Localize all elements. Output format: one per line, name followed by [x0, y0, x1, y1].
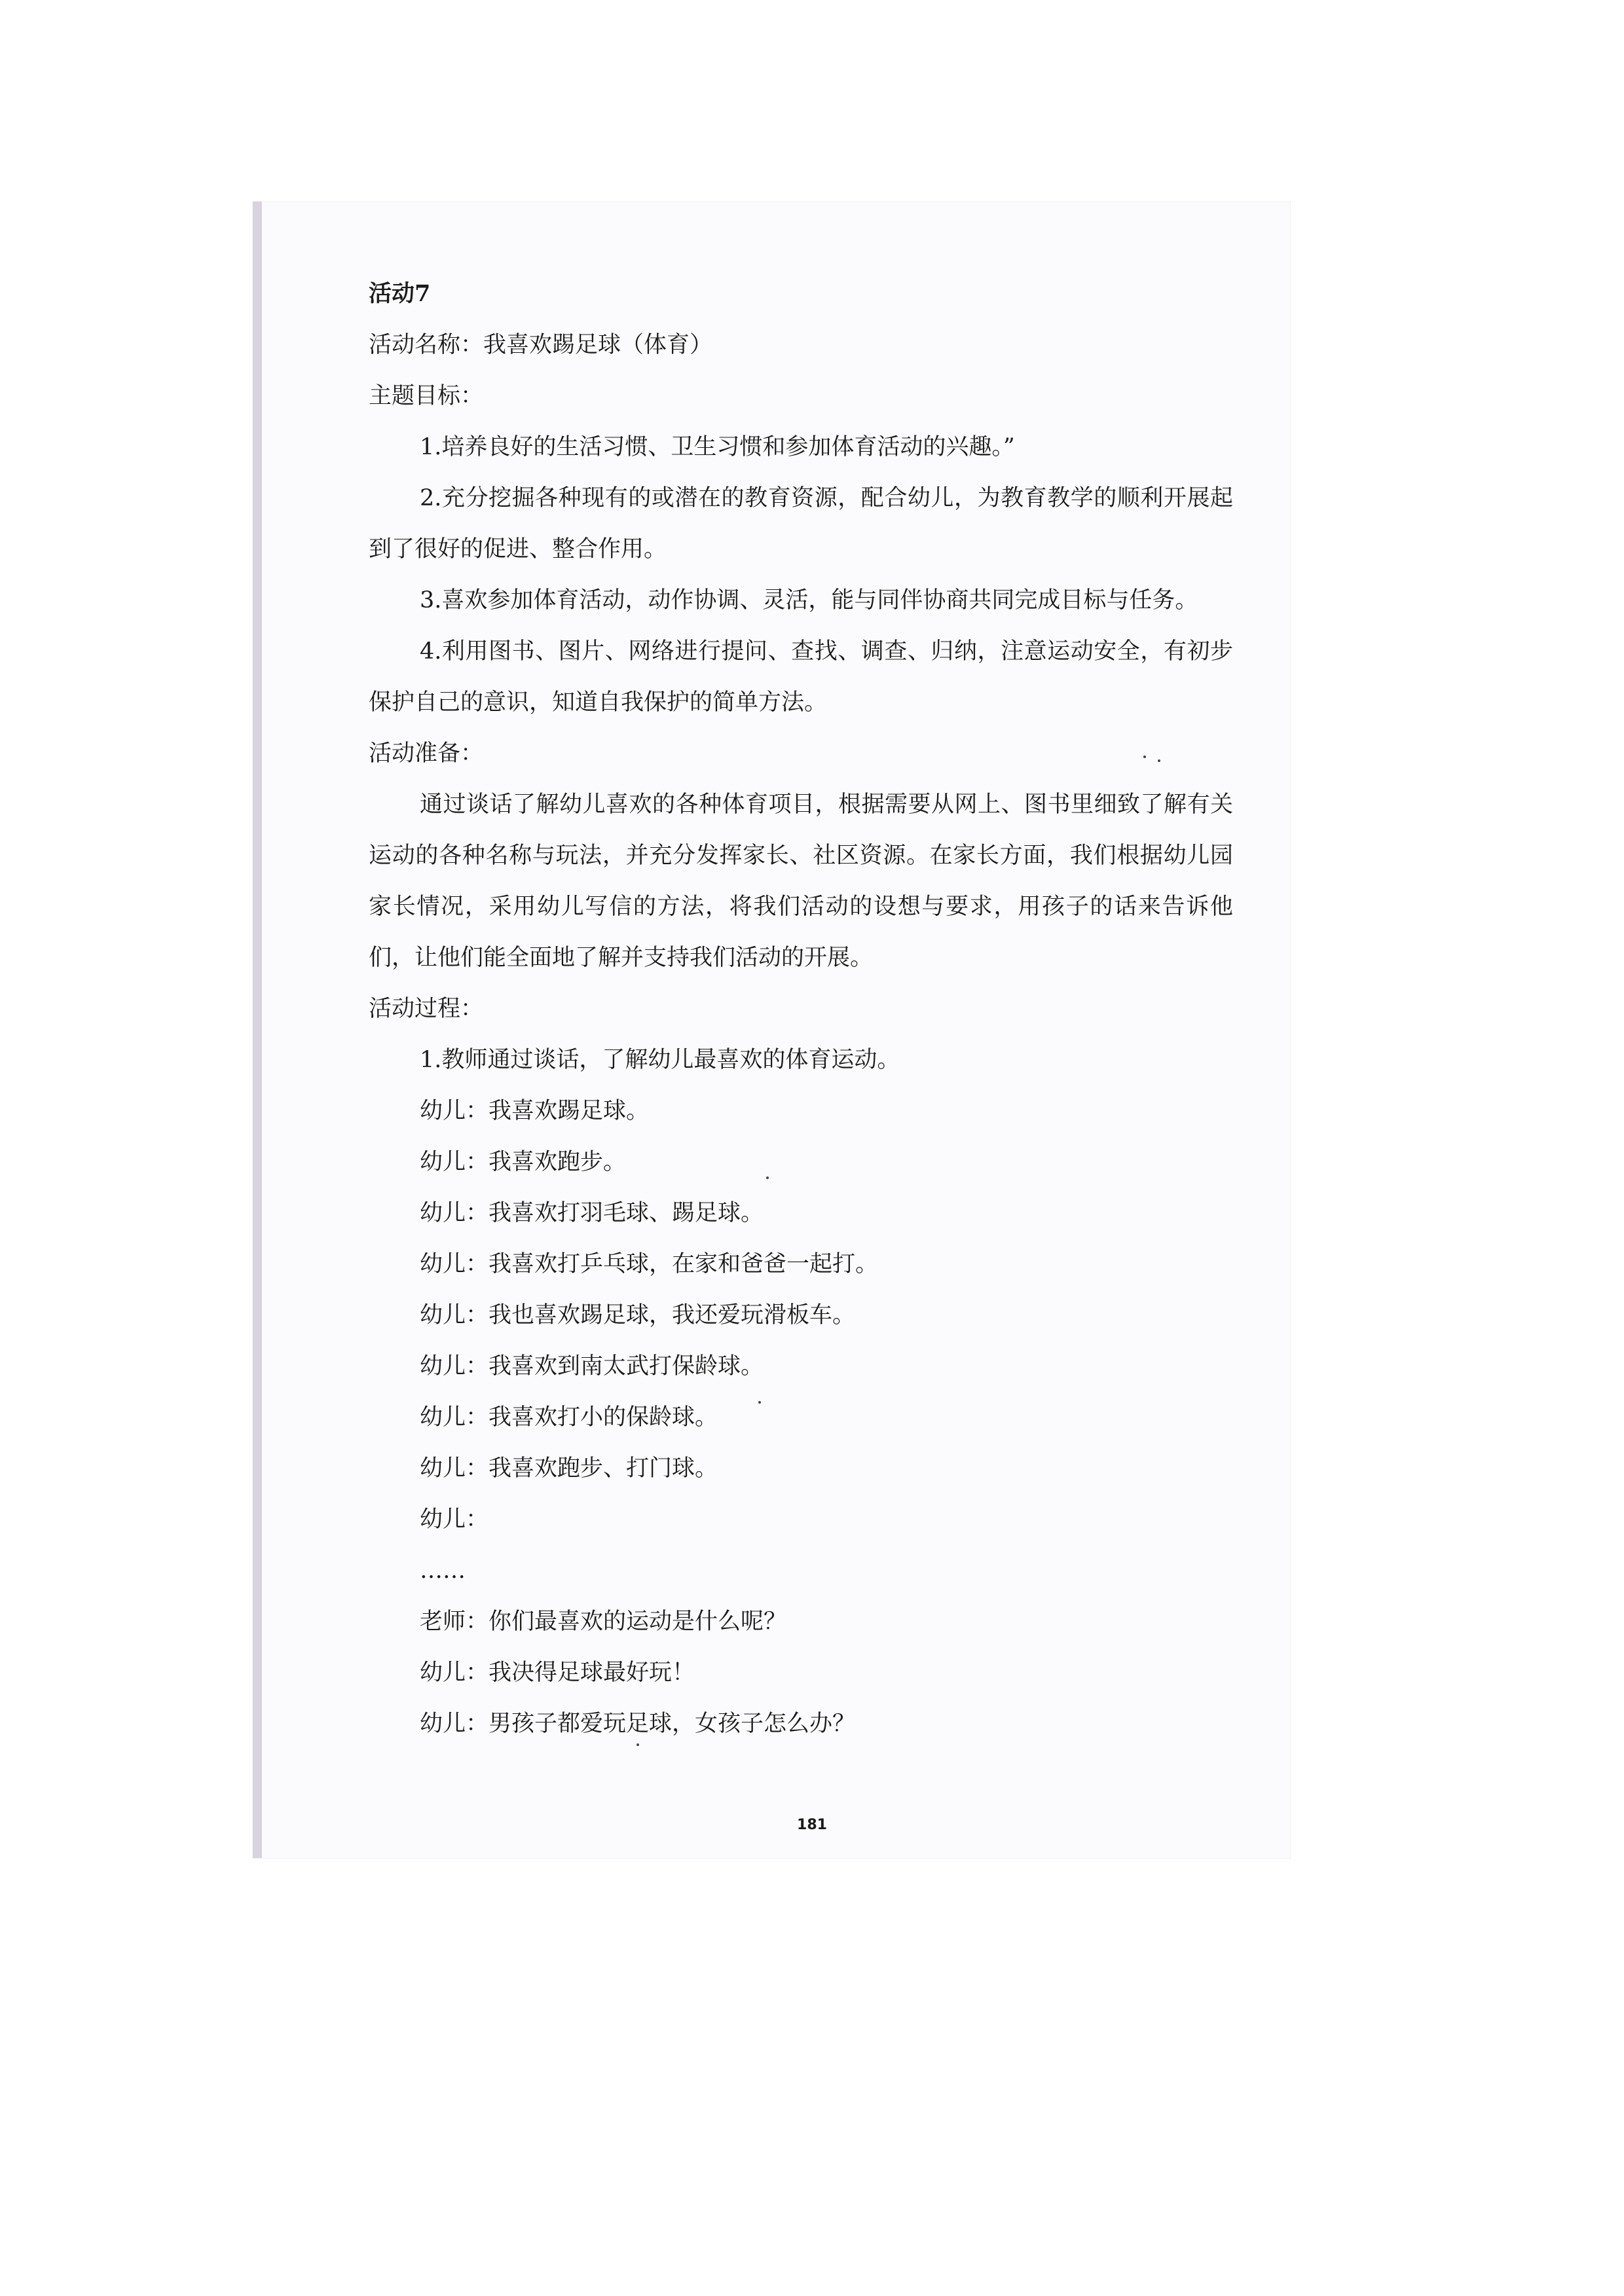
dialogue-line: 幼儿：男孩子都爱玩足球，女孩子怎么办？	[420, 1711, 856, 1737]
dialogue-line: 老师：你们最喜欢的运动是什么呢？	[420, 1609, 787, 1635]
dialogue-line: 幼儿：我喜欢打乒乓球，在家和爸爸一起打。	[420, 1251, 879, 1277]
scan-speck	[766, 1176, 769, 1179]
ellipsis-line: ……	[420, 1558, 466, 1584]
page-number: 181	[797, 1817, 827, 1833]
section-goals-title: 主题目标：	[369, 383, 484, 409]
dialogue-line: 幼儿：我喜欢踢足球。	[420, 1098, 650, 1124]
document-body	[369, 268, 1233, 1749]
goal-item: 4.利用图书、图片、网络进行提问、查找、调查、归纳，注意运动安全，有初步保护自己的意识，知道自我保护的简单方法。	[369, 638, 1233, 716]
goal-item: 1.培养良好的生活习惯、卫生习惯和参加体育活动的兴趣。”	[420, 434, 1015, 460]
dialogue-line: 幼儿：我喜欢打小的保龄球。	[420, 1404, 718, 1430]
dialogue-line: 幼儿：我喜欢跑步。	[420, 1149, 627, 1175]
section-process-title: 活动过程：	[369, 996, 484, 1022]
process-step: 1.教师通过谈话，了解幼儿最喜欢的体育运动。	[420, 1047, 900, 1073]
scan-speck	[758, 1401, 761, 1404]
scan-speck	[1158, 759, 1160, 762]
activity-name: 活动名称：我喜欢踢足球（体育）	[369, 332, 713, 358]
scan-speck	[1143, 756, 1146, 758]
dialogue-line: 幼儿：我也喜欢踢足球，我还爱玩滑板车。	[420, 1302, 856, 1328]
goal-item: 3.喜欢参加体育活动，动作协调、灵活，能与同伴协商共同完成目标与任务。	[420, 587, 1198, 613]
goal-item: 2.充分挖掘各种现有的或潜在的教育资源，配合幼儿，为教育教学的顺利开展起到了很好的促进、整合作用。	[369, 485, 1233, 562]
section-preparation-title: 活动准备：	[369, 740, 484, 767]
dialogue-line: 幼儿：我喜欢跑步、打门球。	[420, 1455, 718, 1482]
preparation-paragraph: 通过谈话了解幼儿喜欢的各种体育项目，根据需要从网上、图书里细致了解有关运动的各种名称与玩法，并充分发挥家长、社区资源。在家长方面，我们根据幼儿园家长情况，采用幼儿写信的方法，将我们活动的设想与要求，用孩子的话来告诉他们，让他们能全面地了解并支持我们活动的开展。	[369, 792, 1233, 971]
dialogue-line: 幼儿：我喜欢打羽毛球、踢足球。	[420, 1200, 764, 1226]
dialogue-line: 幼儿：我喜欢到南太武打保龄球。	[420, 1353, 764, 1379]
activity-heading: 活动7	[369, 280, 431, 307]
dialogue-line: 幼儿：我决得足球最好玩！	[420, 1660, 695, 1686]
scan-speck	[637, 1743, 639, 1746]
dialogue-line: 幼儿：	[420, 1506, 489, 1533]
